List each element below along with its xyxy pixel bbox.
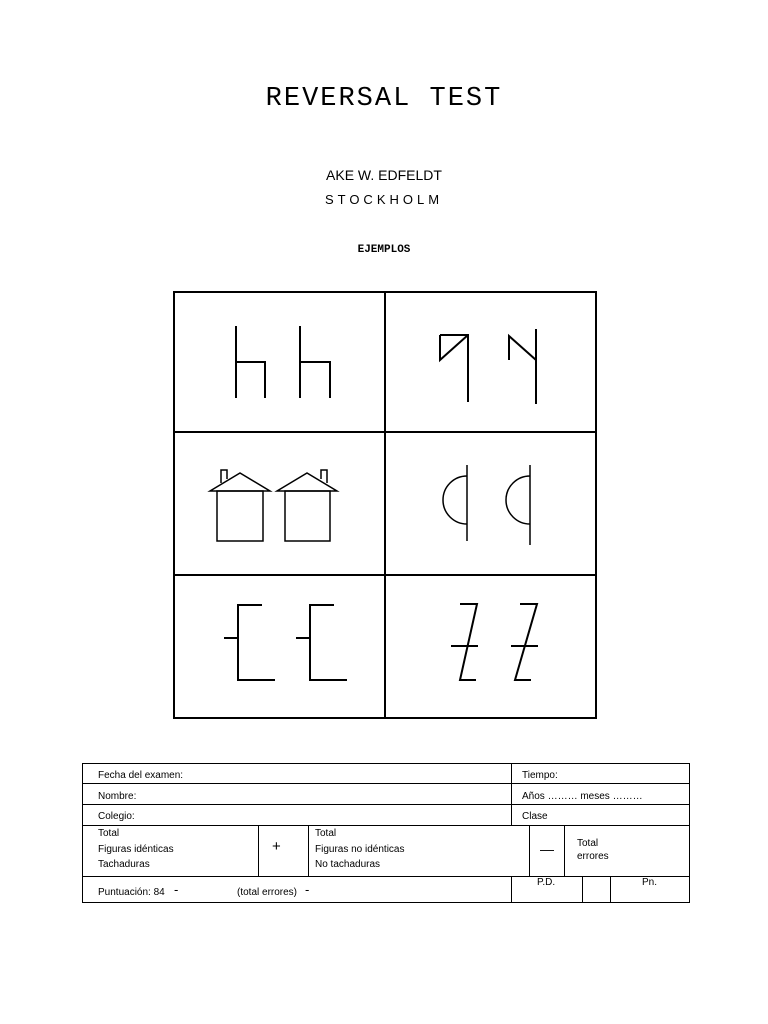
colegio-label: Colegio: bbox=[98, 811, 135, 822]
total-identicas-total: Total bbox=[98, 828, 120, 839]
pn-label: Pn. bbox=[642, 877, 658, 888]
city-name: STOCKHOLM bbox=[324, 192, 444, 207]
figure-z-pair bbox=[451, 604, 538, 680]
figure-z-right bbox=[511, 604, 538, 680]
puntuacion-label: Puntuación: 84 bbox=[98, 887, 165, 898]
figure-halfcircle-right bbox=[506, 465, 530, 545]
figure-halfcircle-left bbox=[443, 465, 467, 541]
figure-bracket-pair bbox=[224, 605, 347, 680]
figure-house-right bbox=[277, 470, 337, 541]
total-errores-label-1: Total bbox=[577, 838, 599, 849]
figure-h-right bbox=[300, 326, 330, 398]
figure-flag-left bbox=[440, 335, 468, 402]
pd-label: P.D. bbox=[537, 877, 556, 888]
anos-meses-label: Años ……… meses ……… bbox=[522, 791, 643, 802]
no-tachaduras-label: No tachaduras bbox=[315, 859, 381, 870]
total-errores-paren: (total errores) bbox=[237, 887, 298, 898]
figuras-no-identicas-label: Figuras no idénticas bbox=[315, 844, 405, 855]
figure-bracket-left bbox=[224, 605, 275, 680]
figuras-identicas-label: Figuras idénticas bbox=[98, 844, 174, 855]
figure-z-left bbox=[451, 604, 478, 680]
figure-house-pair bbox=[210, 470, 337, 541]
author-name: AKE W. EDFELDT bbox=[326, 167, 442, 183]
tiempo-label: Tiempo: bbox=[522, 770, 558, 781]
total-no-identicas-total: Total bbox=[315, 828, 337, 839]
dash-2: - bbox=[305, 882, 310, 897]
examples-label: EJEMPLOS bbox=[357, 244, 411, 256]
nombre-label: Nombre: bbox=[98, 791, 137, 802]
figure-halfcircle-pair bbox=[443, 465, 530, 545]
figure-house-left bbox=[210, 470, 270, 541]
figure-bracket-right bbox=[296, 605, 347, 680]
score-form bbox=[82, 763, 690, 903]
figure-flag-right bbox=[509, 329, 536, 404]
clase-label: Clase bbox=[522, 811, 548, 822]
figure-flag-pair bbox=[440, 329, 536, 404]
plus-sign: + bbox=[272, 838, 281, 855]
page-title: REVERSAL TEST bbox=[265, 84, 503, 114]
minus-sign: — bbox=[540, 841, 554, 857]
total-errores-label-2: errores bbox=[577, 851, 609, 862]
fecha-label: Fecha del examen: bbox=[98, 770, 184, 781]
figure-h-left bbox=[236, 326, 265, 398]
dash-1: - bbox=[174, 882, 179, 897]
tachaduras-label: Tachaduras bbox=[98, 859, 150, 870]
figure-h-pair bbox=[236, 326, 330, 398]
